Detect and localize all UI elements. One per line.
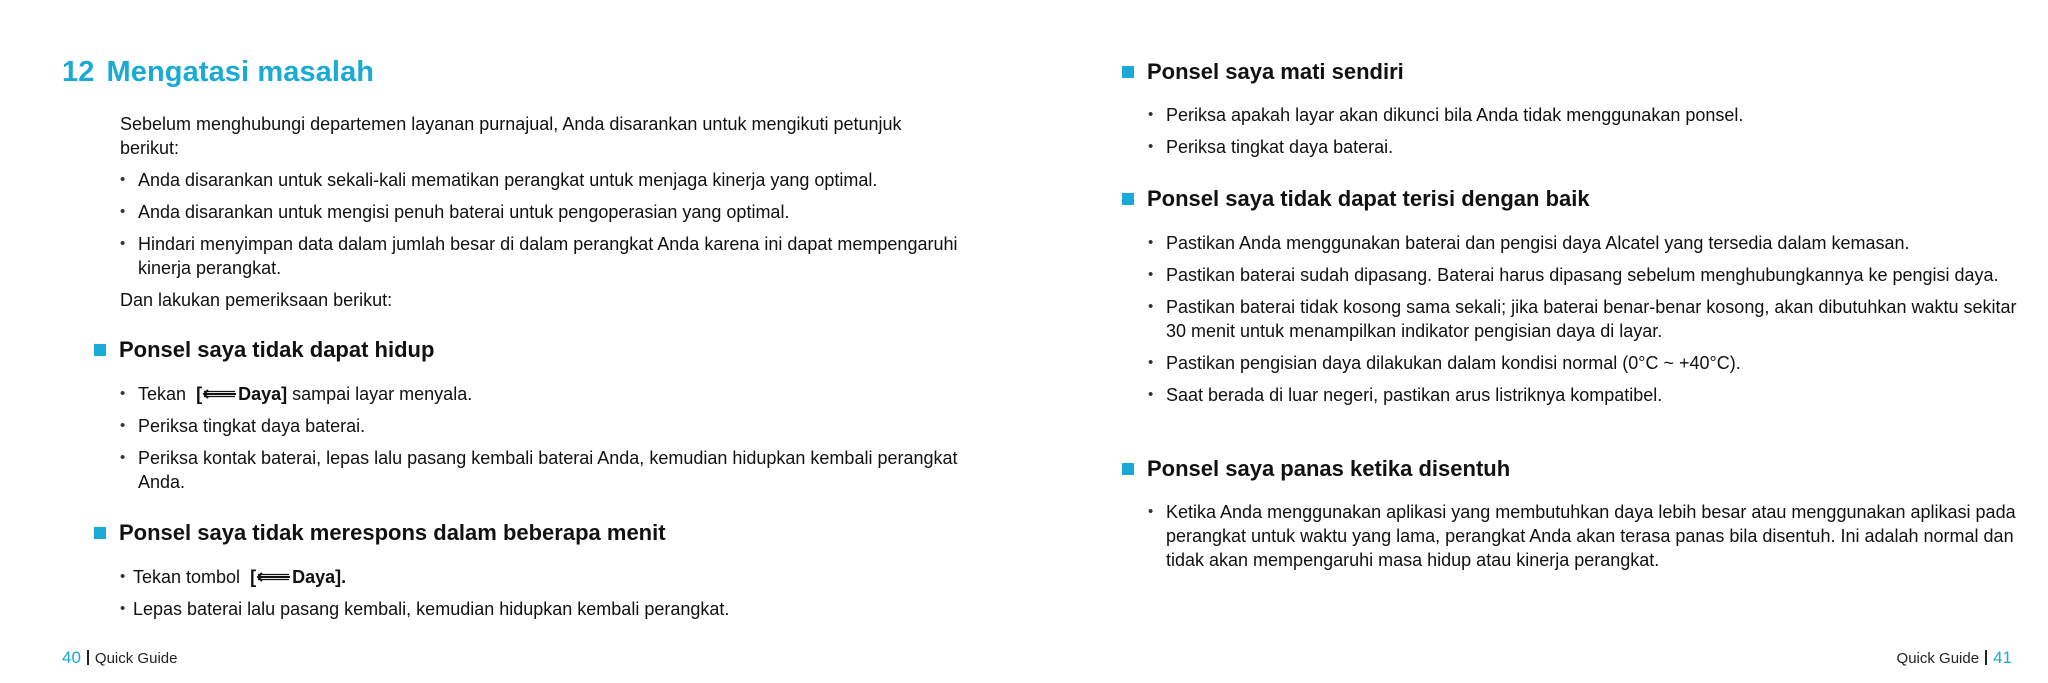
bullet-text-suffix: sampai layar menyala. (292, 384, 473, 404)
footer-divider (87, 650, 89, 665)
footer-divider (1985, 650, 1987, 665)
section-heading-text: Ponsel saya mati sendiri (1147, 59, 1404, 84)
power-key-label: Daya (292, 567, 336, 587)
section4-block (1148, 231, 2028, 407)
footer-left (62, 648, 177, 668)
list-item: • Periksa kontak baterai, lepas lalu pasang kembali baterai Anda, kemudian hidupkan kembali perangkat Anda. (120, 446, 960, 494)
list-item: • Periksa apakah layar akan dikunci bila Anda tidak menggunakan ponsel. (1148, 103, 2028, 127)
list-item (120, 382, 960, 406)
section-heading-text: Ponsel saya tidak dapat terisi dengan baik (1147, 186, 1590, 211)
blue-square-icon (1122, 193, 1134, 205)
bracket-open: [ (196, 384, 203, 404)
list-item: • Pastikan baterai sudah dipasang. Baterai harus dipasang sebelum menghubungkannya ke pengisi daya. (1148, 263, 2028, 287)
section-heading-turns-off (1122, 59, 1404, 85)
section3-bullet-list (1148, 103, 2028, 159)
list-item: • Anda disarankan untuk mengisi penuh baterai untuk pengoperasian yang optimal. (120, 200, 960, 224)
section5-block (1148, 500, 2028, 572)
page-number: 41 (1993, 648, 2012, 667)
section4-bullet-list (1148, 231, 2028, 407)
power-key-icon (256, 570, 292, 584)
bracket-close: ]. (335, 567, 347, 587)
list-item (120, 565, 960, 589)
footer-label: Quick Guide (1896, 650, 1980, 667)
power-key-reference (245, 567, 346, 587)
list-item: • Periksa tingkat daya baterai. (120, 414, 960, 438)
list-item: • Saat berada di luar negeri, pastikan arus listriknya kompatibel. (1148, 383, 2028, 407)
power-key-reference (191, 384, 287, 404)
blue-square-icon (1122, 463, 1134, 475)
chapter-title (62, 56, 374, 89)
bullet-text-prefix: Tekan tombol (133, 567, 241, 587)
intro-bullet-list (120, 168, 960, 280)
footer-right (1897, 648, 2012, 668)
list-item: • Lepas baterai lalu pasang kembali, kemudian hidupkan kembali perangkat. (120, 597, 960, 621)
list-item: • Periksa tingkat daya baterai. (1148, 135, 2028, 159)
section1-block (120, 382, 960, 494)
chapter-number: 12 (62, 56, 95, 88)
section-heading-text: Ponsel saya panas ketika disentuh (1147, 456, 1511, 481)
section5-bullet-list (1148, 500, 2028, 572)
list-item: • Pastikan baterai tidak kosong sama sekali; jika baterai benar-benar kosong, akan dibutuhkan waktu sekitar 30 menit untuk menampilkan indikator pengisian daya di layar. (1148, 295, 2028, 343)
list-item: • Pastikan pengisian daya dilakukan dalam kondisi normal (0°C ~ +40°C). (1148, 351, 2028, 375)
chapter-title-text: Mengatasi masalah (106, 56, 375, 88)
list-item: • Anda disarankan untuk sekali-kali mematikan perangkat untuk menjaga kinerja yang optimal. (120, 168, 960, 192)
intro-block (120, 112, 960, 312)
outro-paragraph: Dan lakukan pemeriksaan berikut: (120, 290, 393, 310)
section-heading-hot-to-touch (1122, 456, 1510, 482)
section3-block (1148, 103, 2028, 159)
blue-square-icon (1122, 66, 1134, 78)
list-item: • Pastikan Anda menggunakan baterai dan pengisi daya Alcatel yang tersedia dalam kemasan. (1148, 231, 2028, 255)
bracket-open: [ (250, 567, 257, 587)
power-key-label: Daya (238, 384, 282, 404)
bracket-close: ] (281, 384, 288, 404)
blue-square-icon (94, 344, 106, 356)
section-heading-not-charging (1122, 186, 1590, 212)
section-heading-not-responding (94, 520, 666, 546)
section1-bullet-list (120, 382, 960, 494)
right-page (1024, 0, 2048, 683)
section-heading-text: Ponsel saya tidak merespons dalam beberapa menit (119, 520, 666, 545)
section2-block (120, 565, 960, 621)
bullet-text-prefix: Tekan (138, 384, 187, 404)
list-item: • Hindari menyimpan data dalam jumlah besar di dalam perangkat Anda karena ini dapat mempengaruhi kinerja perangkat. (120, 232, 960, 280)
blue-square-icon (94, 527, 106, 539)
list-item: • Ketika Anda menggunakan aplikasi yang membutuhkan daya lebih besar atau menggunakan aplikasi pada perangkat untuk waktu yang lama, perangkat Anda akan terasa panas bila disentuh. Ini adalah normal dan tidak akan mempengaruhi masa hidup atau kinerja perangkat. (1148, 500, 2028, 572)
intro-paragraph: Sebelum menghubungi departemen layanan purnajual, Anda disarankan untuk mengikuti petunjuk berikut: (120, 114, 902, 158)
footer-label: Quick Guide (94, 650, 178, 667)
page-number: 40 (62, 648, 81, 667)
power-key-icon (202, 387, 238, 401)
section-heading-text: Ponsel saya tidak dapat hidup (119, 337, 435, 362)
section-heading-not-turning-on (94, 337, 434, 363)
section2-bullet-list (120, 565, 960, 621)
